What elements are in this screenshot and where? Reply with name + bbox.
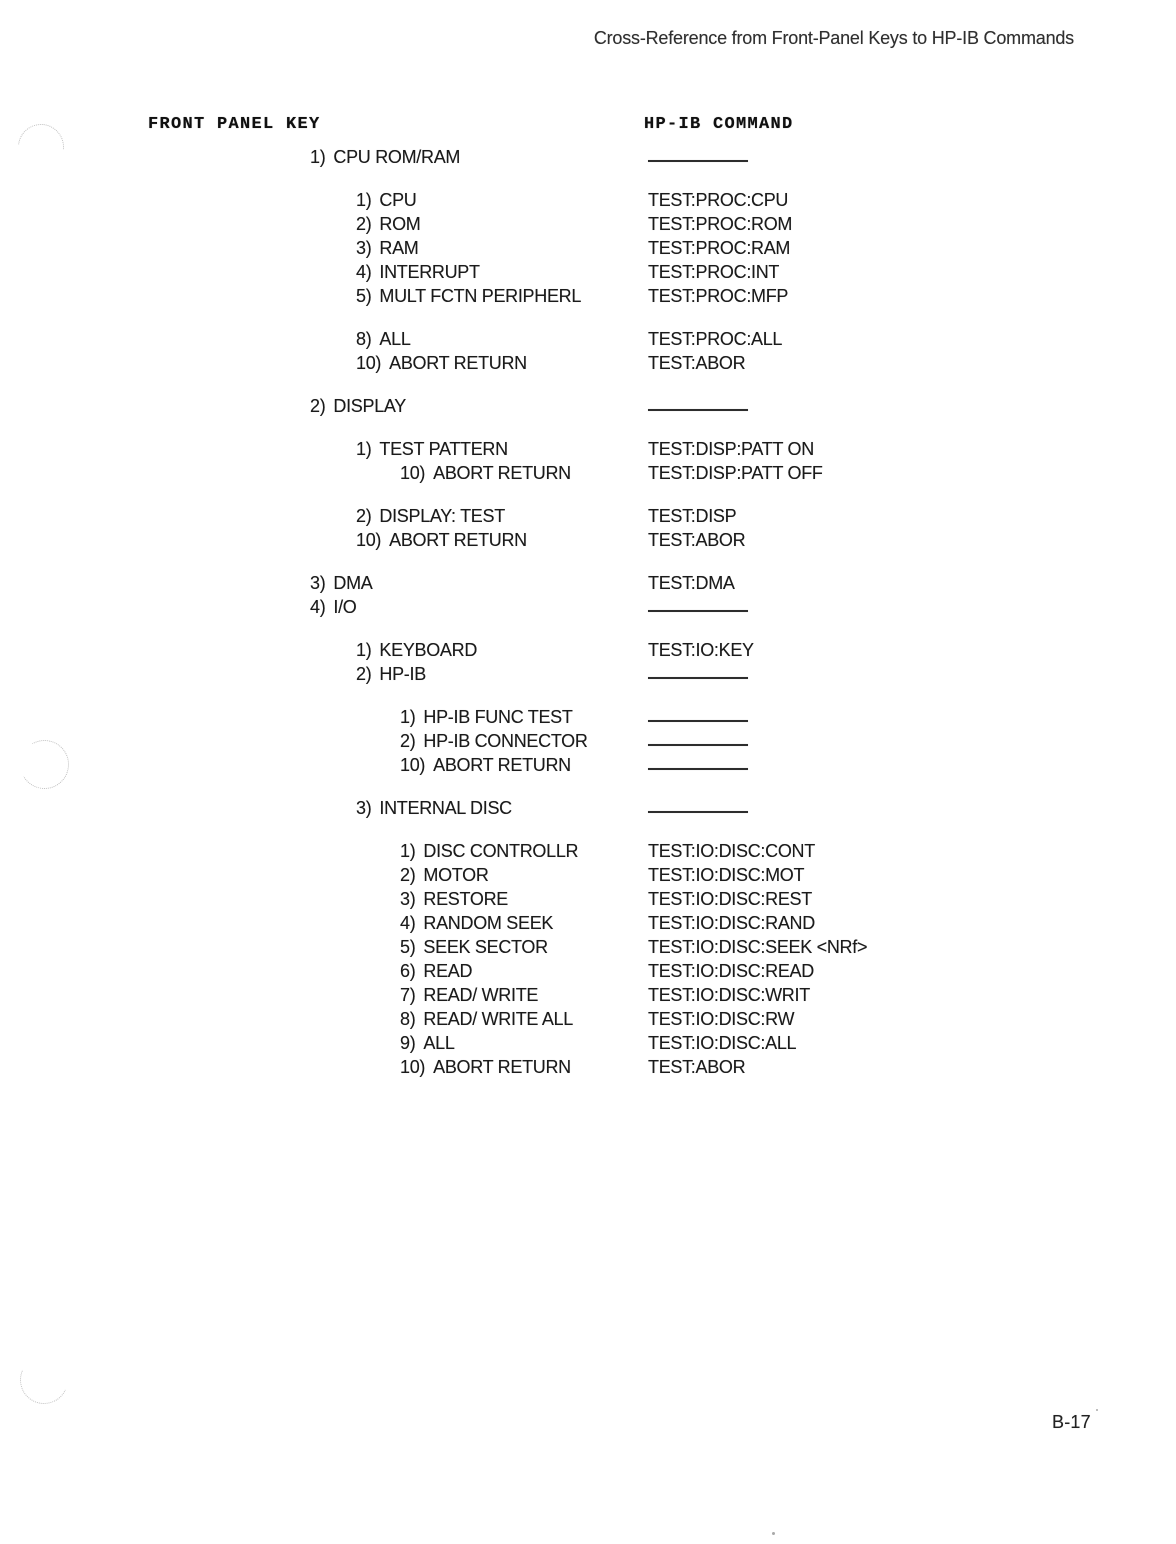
front-panel-key: [400, 839, 578, 863]
table-row: [0, 461, 1176, 485]
hpib-command: TEST:PROC:ROM: [648, 214, 793, 234]
key-label: CPU: [379, 190, 417, 210]
table-row: [0, 1007, 1176, 1031]
key-label: RESTORE: [423, 889, 508, 909]
key-label: READ/ WRITE: [423, 985, 539, 1005]
key-number: 9): [400, 1033, 416, 1053]
key-label: ABORT RETURN: [433, 1057, 571, 1077]
hpib-command: TEST:IO:DISC:RW: [648, 1009, 795, 1029]
row-group: [0, 839, 1176, 1079]
table-row: [0, 284, 1176, 308]
key-number: 10): [356, 353, 382, 373]
front-panel-key: [356, 284, 581, 308]
blank-command-rule: [648, 409, 748, 411]
row-group: [0, 504, 1176, 552]
front-panel-key: [310, 145, 460, 169]
row-group: [0, 796, 1176, 820]
key-label: KEYBOARD: [379, 640, 478, 660]
table-row: [0, 188, 1176, 212]
front-panel-key: [400, 959, 472, 983]
table-row: [0, 983, 1176, 1007]
front-panel-key: [400, 983, 538, 1007]
key-number: 8): [356, 329, 372, 349]
row-group: [0, 705, 1176, 777]
key-number: 8): [400, 1009, 416, 1029]
front-panel-key: [400, 729, 588, 753]
front-panel-key-column-header: FRONT PANEL KEY: [148, 115, 321, 134]
hpib-command: TEST:DMA: [648, 573, 735, 593]
front-panel-key: [356, 437, 508, 461]
key-number: 1): [310, 147, 326, 167]
key-number: 10): [356, 530, 382, 550]
key-label: INTERNAL DISC: [379, 798, 512, 818]
key-number: 4): [400, 913, 416, 933]
key-number: 3): [356, 798, 372, 818]
table-row: [0, 839, 1176, 863]
row-group: [0, 437, 1176, 485]
table-row: [0, 887, 1176, 911]
front-panel-key: [356, 188, 417, 212]
table-row: [0, 753, 1176, 777]
key-label: DISPLAY: TEST: [379, 506, 505, 526]
hpib-command: TEST:PROC:RAM: [648, 238, 791, 258]
key-number: 2): [400, 731, 416, 751]
key-number: 1): [400, 707, 416, 727]
key-number: 1): [356, 640, 372, 660]
front-panel-key: [400, 461, 571, 485]
table-row: [0, 729, 1176, 753]
key-label: READ/ WRITE ALL: [423, 1009, 573, 1029]
row-group: [0, 145, 1176, 169]
table-row: [0, 437, 1176, 461]
front-panel-key: [356, 662, 426, 686]
front-panel-key: [310, 595, 357, 619]
row-group: [0, 571, 1176, 619]
blank-command-rule: [648, 160, 748, 162]
front-panel-key: [400, 887, 508, 911]
key-label: READ: [423, 961, 473, 981]
table-row: [0, 662, 1176, 686]
table-row: [0, 796, 1176, 820]
hpib-command: TEST:DISP:PATT OFF: [648, 463, 823, 483]
key-label: HP-IB CONNECTOR: [423, 731, 588, 751]
row-group: [0, 188, 1176, 308]
hpib-command: TEST:IO:DISC:WRIT: [648, 985, 810, 1005]
key-number: 5): [400, 937, 416, 957]
hpib-command-column-header: HP-IB COMMAND: [644, 115, 794, 134]
key-label: ABORT RETURN: [433, 755, 571, 775]
page-number: B-17: [1052, 1412, 1091, 1432]
key-number: 2): [356, 664, 372, 684]
front-panel-key: [400, 863, 489, 887]
front-panel-key: [356, 528, 527, 552]
table-row: [0, 260, 1176, 284]
front-panel-key: [356, 638, 477, 662]
running-header: Cross-Reference from Front-Panel Keys to HP-IB Commands: [593, 28, 1074, 48]
front-panel-key: [356, 327, 411, 351]
front-panel-key: [356, 236, 419, 260]
key-number: 1): [356, 190, 372, 210]
hpib-command: TEST:PROC:MFP: [648, 286, 789, 306]
key-label: ROM: [379, 214, 421, 234]
hpib-command: TEST:DISP: [648, 506, 737, 526]
key-number: 4): [310, 597, 326, 617]
key-label: ABORT RETURN: [389, 353, 527, 373]
key-label: MOTOR: [423, 865, 489, 885]
table-row: [0, 394, 1176, 418]
table-row: [0, 212, 1176, 236]
front-panel-key: [400, 1055, 571, 1079]
key-label: ALL: [423, 1033, 455, 1053]
key-number: 4): [356, 262, 372, 282]
key-number: 3): [356, 238, 372, 258]
hpib-command: TEST:ABOR: [648, 1057, 746, 1077]
key-label: DISPLAY: [333, 396, 407, 416]
key-number: 1): [356, 439, 372, 459]
key-number: 10): [400, 755, 426, 775]
hpib-command: TEST:PROC:INT: [648, 262, 780, 282]
table-row: [0, 959, 1176, 983]
key-label: SEEK SECTOR: [423, 937, 548, 957]
key-label: INTERRUPT: [379, 262, 480, 282]
front-panel-key: [400, 935, 548, 959]
hpib-command: TEST:IO:DISC:READ: [648, 961, 814, 981]
table-row: [0, 595, 1176, 619]
row-group: [0, 638, 1176, 686]
table-row: [0, 911, 1176, 935]
key-number: 2): [310, 396, 326, 416]
table-row: [0, 638, 1176, 662]
key-number: 6): [400, 961, 416, 981]
front-panel-key: [356, 212, 421, 236]
key-label: HP-IB: [379, 664, 426, 684]
hpib-command: TEST:ABOR: [648, 530, 746, 550]
front-panel-key: [356, 260, 480, 284]
table-row: [0, 236, 1176, 260]
cross-reference-table-body: [0, 145, 1176, 1098]
key-number: 3): [400, 889, 416, 909]
blank-command-rule: [648, 720, 748, 722]
table-row: [0, 504, 1176, 528]
key-label: DISC CONTROLLR: [423, 841, 579, 861]
scan-speck: [772, 1532, 775, 1535]
front-panel-key: [400, 1031, 455, 1055]
table-row: [0, 145, 1176, 169]
front-panel-key: [400, 705, 573, 729]
hpib-command: TEST:IO:DISC:REST: [648, 889, 812, 909]
key-number: 2): [356, 506, 372, 526]
hpib-command: TEST:IO:DISC:MOT: [648, 865, 805, 885]
front-panel-key: [356, 796, 512, 820]
hpib-command: TEST:IO:KEY: [648, 640, 754, 660]
table-row: [0, 571, 1176, 595]
key-label: TEST PATTERN: [379, 439, 508, 459]
hpib-command: TEST:IO:DISC:ALL: [648, 1033, 797, 1053]
key-label: MULT FCTN PERIPHERL: [379, 286, 582, 306]
front-panel-key: [310, 394, 406, 418]
hpib-command: TEST:DISP:PATT ON: [648, 439, 814, 459]
key-label: RAM: [379, 238, 419, 258]
blank-command-rule: [648, 610, 748, 612]
key-label: HP-IB FUNC TEST: [423, 707, 573, 727]
key-number: 10): [400, 463, 426, 483]
blank-command-rule: [648, 811, 748, 813]
row-group: [0, 394, 1176, 418]
table-row: [0, 705, 1176, 729]
blank-command-rule: [648, 768, 748, 770]
key-label: ABORT RETURN: [433, 463, 571, 483]
hpib-command: TEST:IO:DISC:CONT: [648, 841, 815, 861]
table-row: [0, 327, 1176, 351]
front-panel-key: [400, 1007, 573, 1031]
front-panel-key: [356, 504, 505, 528]
key-number: 2): [356, 214, 372, 234]
blank-command-rule: [648, 744, 748, 746]
key-number: 7): [400, 985, 416, 1005]
table-row: [0, 351, 1176, 375]
table-row: [0, 863, 1176, 887]
front-panel-key: [310, 571, 373, 595]
key-label: ABORT RETURN: [389, 530, 527, 550]
key-label: DMA: [333, 573, 373, 593]
front-panel-key: [356, 351, 527, 375]
hpib-command: TEST:IO:DISC:SEEK <NRf>: [648, 937, 868, 957]
hpib-command: TEST:PROC:ALL: [648, 329, 783, 349]
key-number: 5): [356, 286, 372, 306]
key-label: I/O: [333, 597, 357, 617]
hpib-command: TEST:PROC:CPU: [648, 190, 789, 210]
blank-command-rule: [648, 677, 748, 679]
scan-speck: [1096, 1409, 1098, 1411]
key-label: RANDOM SEEK: [423, 913, 554, 933]
table-row: [0, 1031, 1176, 1055]
front-panel-key: [400, 753, 571, 777]
row-group: [0, 327, 1176, 375]
table-row: [0, 935, 1176, 959]
key-number: 3): [310, 573, 326, 593]
table-row: [0, 528, 1176, 552]
hpib-command: TEST:ABOR: [648, 353, 746, 373]
key-number: 10): [400, 1057, 426, 1077]
scan-artifact-bottom: [13, 1349, 75, 1411]
key-label: CPU ROM/RAM: [333, 147, 461, 167]
hpib-command: TEST:IO:DISC:RAND: [648, 913, 815, 933]
front-panel-key: [400, 911, 553, 935]
key-label: ALL: [379, 329, 411, 349]
table-row: [0, 1055, 1176, 1079]
key-number: 1): [400, 841, 416, 861]
key-number: 2): [400, 865, 416, 885]
